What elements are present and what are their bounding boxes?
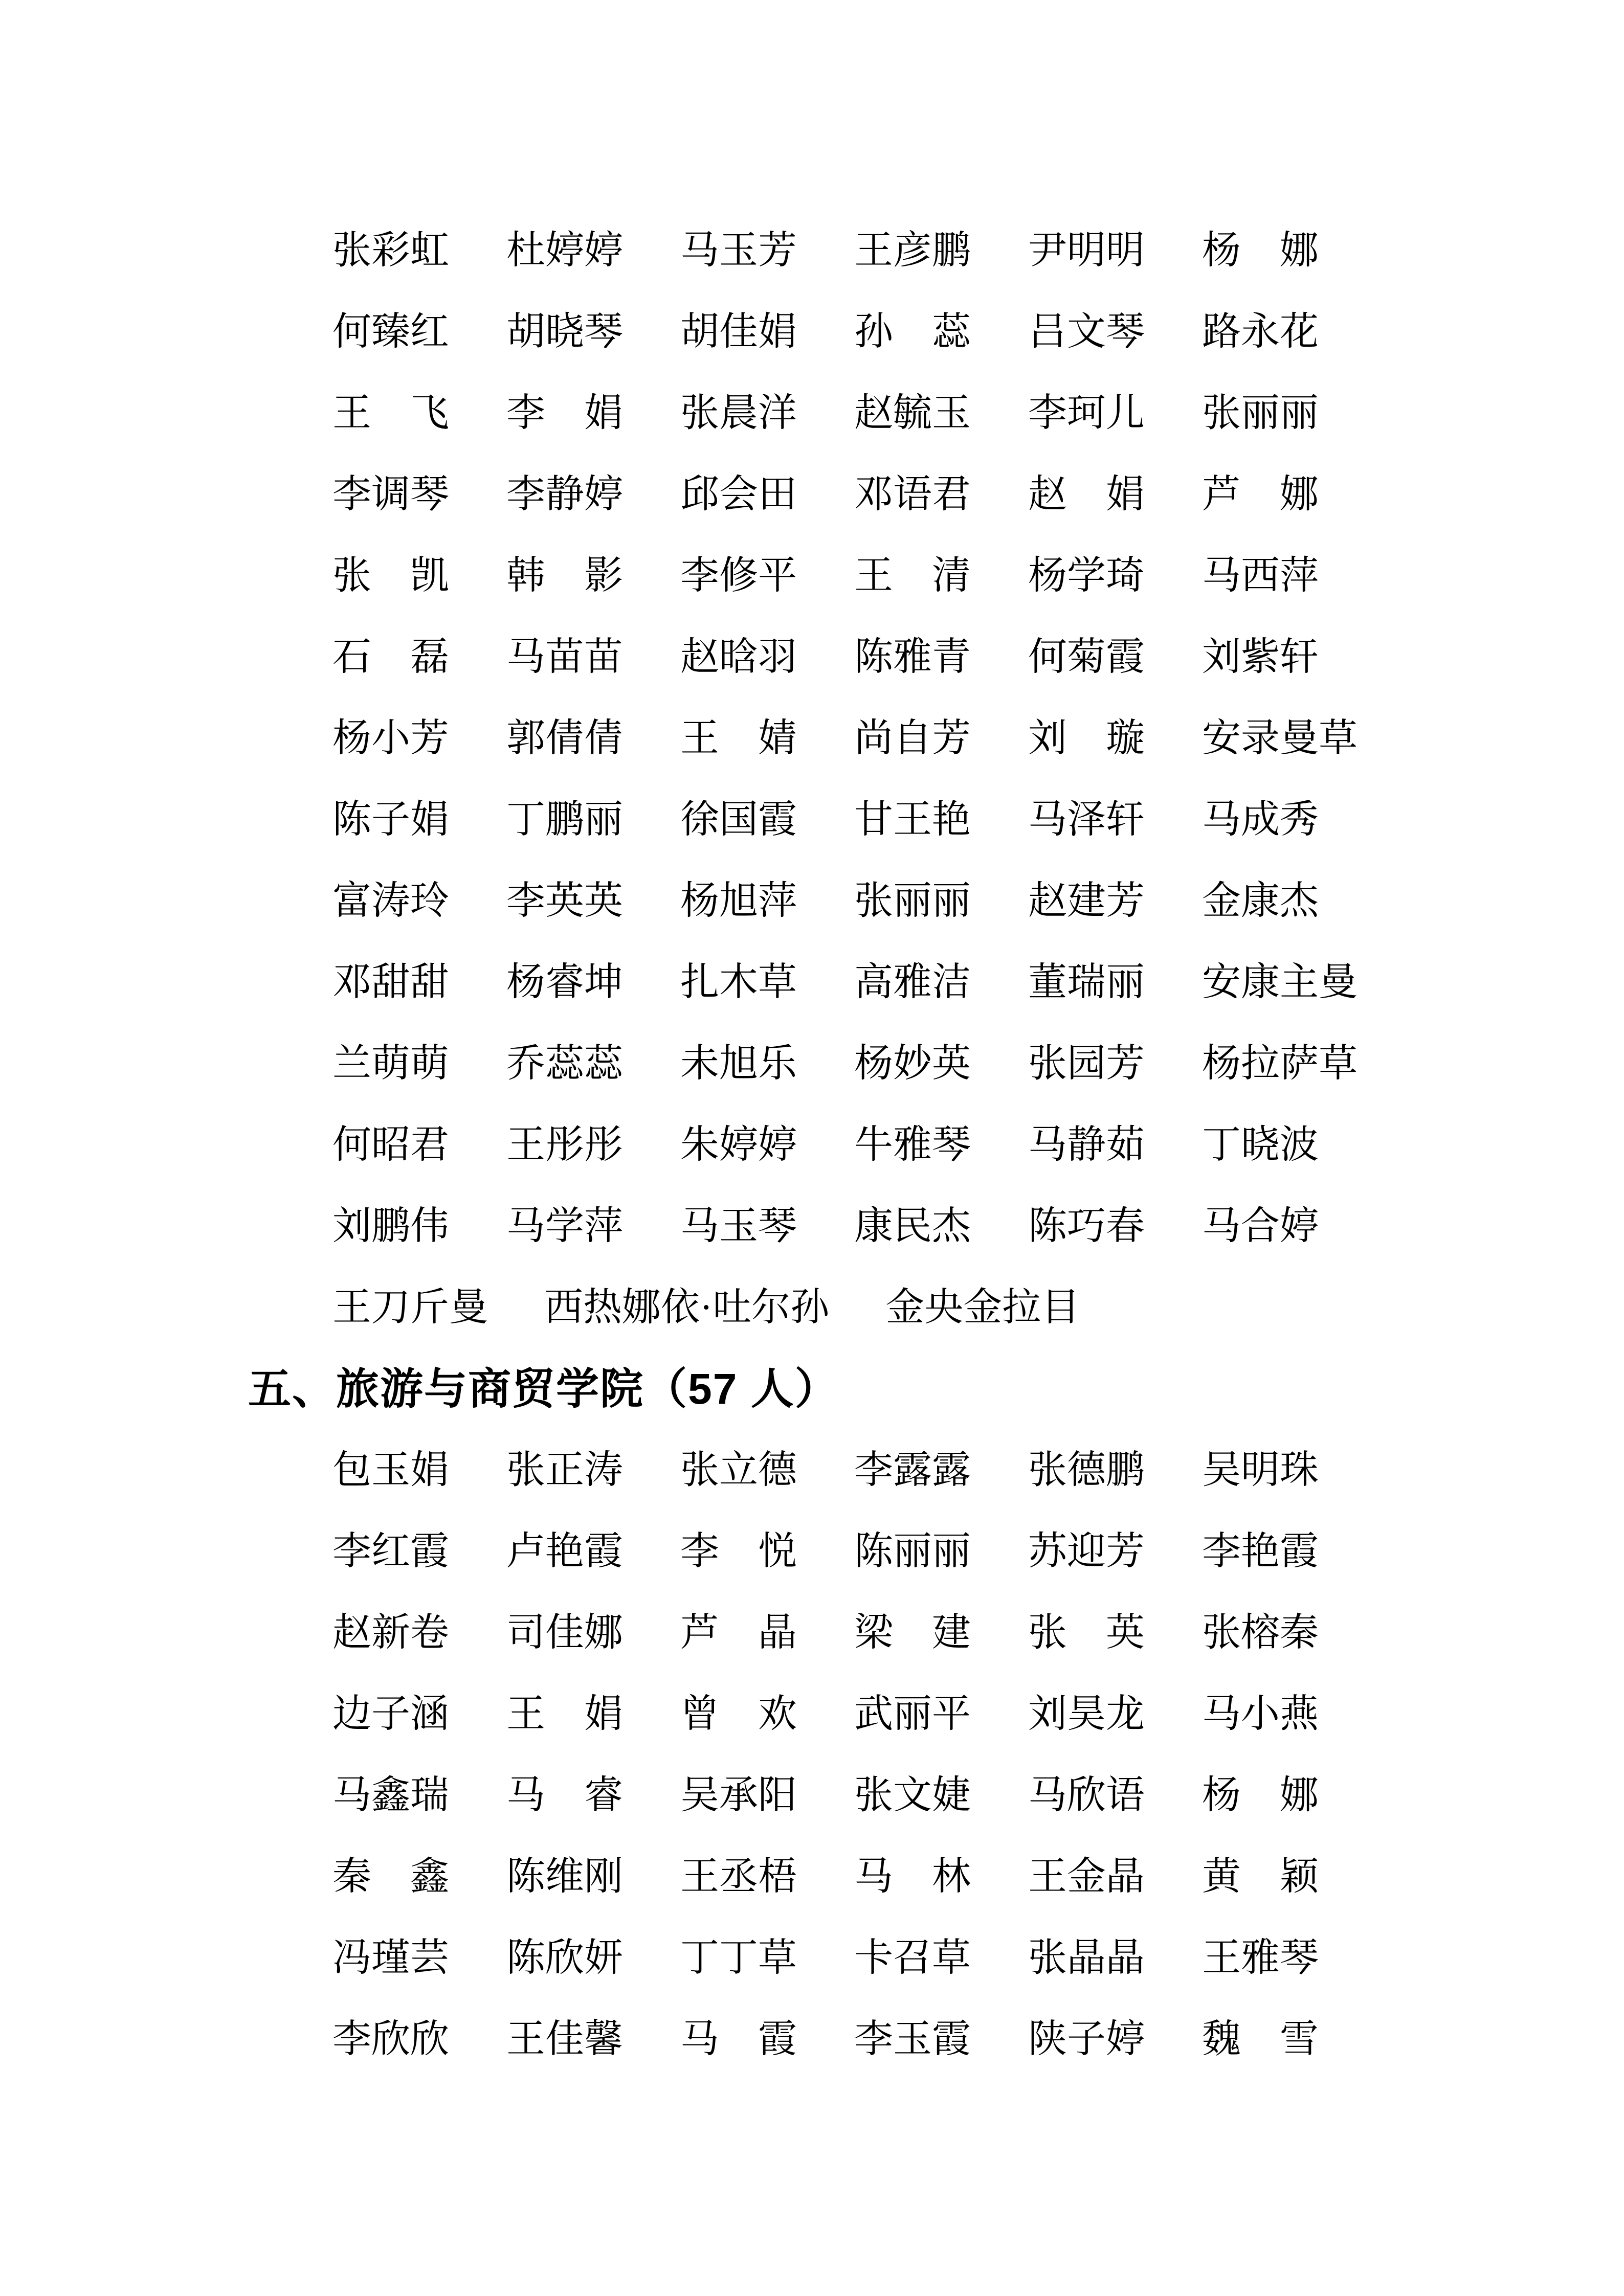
student-name: 赵毓玉 (854, 391, 971, 435)
name-list-section (0, 1429, 1624, 2080)
student-name: 杨拉萨草 (1202, 1042, 1358, 1085)
student-name: 李 娟 (506, 391, 623, 435)
student-name: 杨小芳 (332, 716, 449, 760)
student-name: 张德鹏 (1028, 1448, 1145, 1492)
student-name: 马西萍 (1202, 554, 1319, 597)
student-name: 王 清 (854, 554, 971, 597)
student-name: 张晶晶 (1028, 1936, 1145, 1979)
student-name: 马 睿 (506, 1773, 623, 1817)
student-name: 胡佳娟 (680, 310, 797, 353)
student-name: 未旭乐 (680, 1042, 797, 1085)
name-row (0, 1917, 1624, 1998)
student-name: 边子涵 (332, 1692, 449, 1736)
name-row (0, 535, 1624, 616)
student-name: 何菊霞 (1028, 635, 1145, 679)
student-name: 王 飞 (332, 391, 449, 435)
student-name: 安录曼草 (1202, 716, 1358, 760)
student-name: 邓语君 (854, 472, 971, 516)
student-name: 王彦鹏 (854, 229, 971, 272)
student-name: 李露露 (854, 1448, 971, 1492)
student-name: 何昭君 (332, 1123, 449, 1166)
student-name: 李调琴 (332, 472, 449, 516)
student-name: 石 磊 (332, 635, 449, 679)
student-name: 丁晓波 (1202, 1123, 1319, 1166)
student-name: 卡召草 (854, 1936, 971, 1979)
student-name: 马欣语 (1028, 1773, 1145, 1817)
student-name: 马成秀 (1202, 798, 1319, 841)
name-row (0, 210, 1624, 291)
student-name: 王 娟 (506, 1692, 623, 1736)
student-name: 赵晗羽 (680, 635, 797, 679)
student-name: 赵 娟 (1028, 472, 1145, 516)
student-name: 杨 娜 (1202, 1773, 1319, 1817)
student-name: 尚自芳 (854, 716, 971, 760)
section-heading: 五、旅游与商贸学院（57 人） (248, 1364, 839, 1413)
name-row (0, 1998, 1624, 2080)
student-name: 陈欣妍 (506, 1936, 623, 1979)
name-row (0, 1023, 1624, 1104)
student-name: 丁鹏丽 (506, 798, 623, 841)
student-name: 张丽丽 (1202, 391, 1319, 435)
student-name: 黄 颖 (1202, 1855, 1319, 1898)
student-name: 康民杰 (854, 1204, 971, 1248)
student-name: 武丽平 (854, 1692, 971, 1736)
student-name: 邱会田 (680, 472, 797, 516)
student-name: 陈子娟 (332, 798, 449, 841)
student-name: 王 婧 (680, 716, 797, 760)
student-name: 朱婷婷 (680, 1123, 797, 1166)
student-name: 芦 晶 (680, 1611, 797, 1654)
name-row (0, 1511, 1624, 1592)
student-name: 马玉琴 (680, 1204, 797, 1248)
student-name: 李红霞 (332, 1529, 449, 1573)
student-name: 张正涛 (506, 1448, 623, 1492)
student-name: 王彤彤 (506, 1123, 623, 1166)
name-row (0, 1429, 1624, 1511)
student-name: 路永花 (1202, 310, 1319, 353)
student-name: 杨 娜 (1202, 229, 1319, 272)
student-name: 司佳娜 (506, 1611, 623, 1654)
student-name: 高雅洁 (854, 960, 971, 1004)
name-row (0, 779, 1624, 860)
student-name: 张彩虹 (332, 229, 449, 272)
student-name: 马 霞 (680, 2017, 797, 2061)
student-name: 杨旭萍 (680, 879, 797, 922)
student-name: 吴承阳 (680, 1773, 797, 1817)
student-name: 马静茹 (1028, 1123, 1145, 1166)
student-name: 徐国霞 (680, 798, 797, 841)
student-name: 丁丁草 (680, 1936, 797, 1979)
student-name: 金康杰 (1202, 879, 1319, 922)
student-name: 牛雅琴 (854, 1123, 971, 1166)
student-name: 邓甜甜 (332, 960, 449, 1004)
student-name: 刘昊龙 (1028, 1692, 1145, 1736)
name-row (0, 454, 1624, 535)
student-name: 冯瑾芸 (332, 1936, 449, 1979)
student-name: 李 悦 (680, 1529, 797, 1573)
name-row (0, 860, 1624, 941)
student-name: 赵建芳 (1028, 879, 1145, 922)
name-row (0, 1185, 1624, 1267)
student-name: 王刀斤曼 (332, 1286, 488, 1329)
student-name: 董瑞丽 (1028, 960, 1145, 1004)
student-name: 杨妙英 (854, 1042, 971, 1085)
name-row (0, 616, 1624, 697)
student-name: 郭倩倩 (506, 716, 623, 760)
student-name: 刘 璇 (1028, 716, 1145, 760)
student-name: 乔蕊蕊 (506, 1042, 623, 1085)
student-name: 马 林 (854, 1855, 971, 1898)
student-name: 杨学琦 (1028, 554, 1145, 597)
student-name: 孙 蕊 (854, 310, 971, 353)
student-name: 李玉霞 (854, 2017, 971, 2061)
name-row (0, 372, 1624, 454)
student-name: 李修平 (680, 554, 797, 597)
student-name: 张 英 (1028, 1611, 1145, 1654)
student-name: 马学萍 (506, 1204, 623, 1248)
student-name: 马合婷 (1202, 1204, 1319, 1248)
student-name: 甘王艳 (854, 798, 971, 841)
name-row (0, 1836, 1624, 1917)
student-name: 马鑫瑞 (332, 1773, 449, 1817)
student-name: 王金晶 (1028, 1855, 1145, 1898)
student-name: 富涛玲 (332, 879, 449, 922)
student-name: 吴明珠 (1202, 1448, 1319, 1492)
student-name: 苏迎芳 (1028, 1529, 1145, 1573)
student-name: 刘鹏伟 (332, 1204, 449, 1248)
name-row (0, 1673, 1624, 1754)
student-name: 魏 雪 (1202, 2017, 1319, 2061)
student-name: 陈维刚 (506, 1855, 623, 1898)
name-list-continued (0, 210, 1624, 1267)
student-name: 马小燕 (1202, 1692, 1319, 1736)
student-name: 陈雅青 (854, 635, 971, 679)
student-name: 李珂儿 (1028, 391, 1145, 435)
student-name: 张园芳 (1028, 1042, 1145, 1085)
name-row (0, 291, 1624, 372)
student-name: 扎木草 (680, 960, 797, 1004)
name-row (0, 1754, 1624, 1836)
student-name: 刘紫轩 (1202, 635, 1319, 679)
name-row (0, 1104, 1624, 1185)
student-name: 梁 建 (854, 1611, 971, 1654)
student-name: 马苗苗 (506, 635, 623, 679)
student-name: 卢艳霞 (506, 1529, 623, 1573)
student-name: 王雅琴 (1202, 1936, 1319, 1979)
student-name: 张立德 (680, 1448, 797, 1492)
student-name: 马玉芳 (680, 229, 797, 272)
student-name: 马泽轩 (1028, 798, 1145, 841)
student-name: 赵新卷 (332, 1611, 449, 1654)
student-name: 何臻红 (332, 310, 449, 353)
student-name: 张榕秦 (1202, 1611, 1319, 1654)
student-name: 王佳馨 (506, 2017, 623, 2061)
student-name: 张 凯 (332, 554, 449, 597)
student-name: 芦 娜 (1202, 472, 1319, 516)
student-name: 张晨洋 (680, 391, 797, 435)
student-name: 李英英 (506, 879, 623, 922)
student-name: 西热娜依·吐尔孙 (544, 1286, 830, 1329)
student-name: 李欣欣 (332, 2017, 449, 2061)
student-name: 兰萌萌 (332, 1042, 449, 1085)
student-name: 陈巧春 (1028, 1204, 1145, 1248)
student-name: 杨睿坤 (506, 960, 623, 1004)
student-name: 秦 鑫 (332, 1855, 449, 1898)
student-name: 李静婷 (506, 472, 623, 516)
student-name: 张丽丽 (854, 879, 971, 922)
student-name: 安康主曼 (1202, 960, 1358, 1004)
student-name: 杜婷婷 (506, 229, 623, 272)
student-name: 金央金拉目 (885, 1286, 1080, 1329)
student-name: 尹明明 (1028, 229, 1145, 272)
student-name: 陈丽丽 (854, 1529, 971, 1573)
name-row (0, 941, 1624, 1023)
student-name: 包玉娟 (332, 1448, 449, 1492)
student-name: 曾 欢 (680, 1692, 797, 1736)
name-row (0, 697, 1624, 779)
student-name: 王丞梧 (680, 1855, 797, 1898)
student-name: 吕文琴 (1028, 310, 1145, 353)
name-row (0, 1592, 1624, 1673)
student-name: 韩 影 (506, 554, 623, 597)
student-name: 张文婕 (854, 1773, 971, 1817)
student-name: 李艳霞 (1202, 1529, 1319, 1573)
student-name: 胡晓琴 (506, 310, 623, 353)
student-name: 陕子婷 (1028, 2017, 1145, 2061)
name-row-wide (0, 1267, 1624, 1348)
